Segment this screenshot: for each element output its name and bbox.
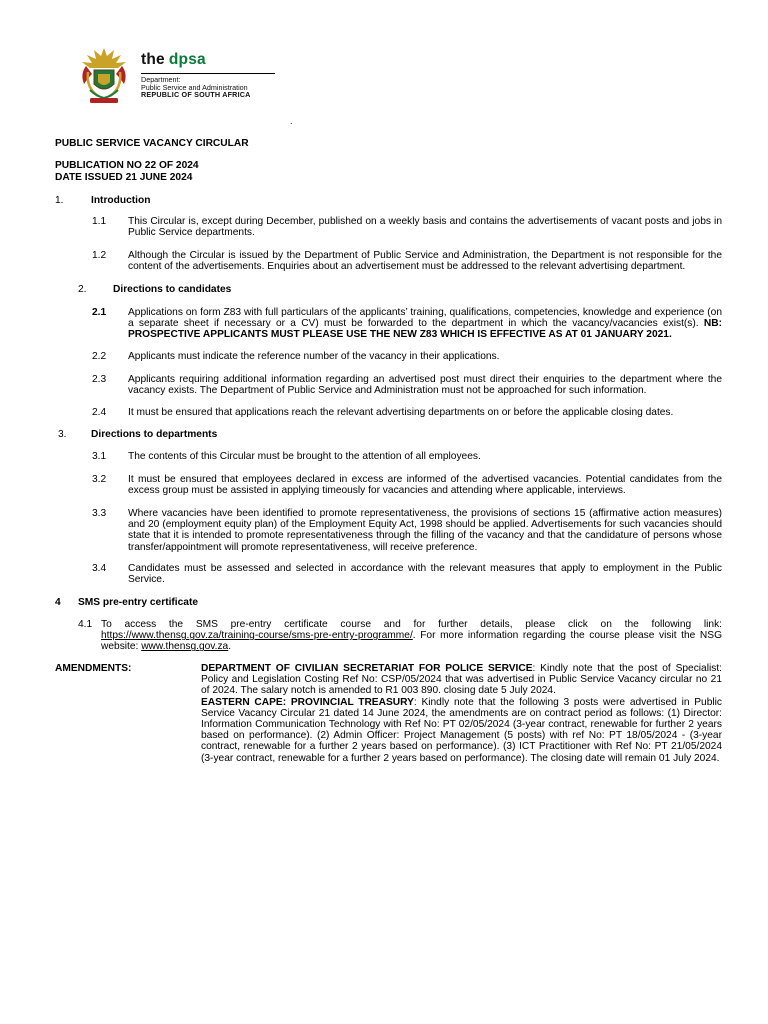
section-2-title: Directions to candidates [113, 284, 232, 295]
item-3-1-number: 3.1 [92, 451, 107, 462]
item-3-4-number: 3.4 [92, 563, 107, 574]
amendment-2-text: : Kindly note that the following 3 posts were advertised in Public Service Vacancy Circular 21 dated 14 June 2024, the amendments are on contract period as follows: (1) Director: Information Communication Technology with Ref No: PT 02/05/2024 (3-year contract, renewable for further 2 years based on performance). (2) Admin Officer: Project Management (5 posts) with ref No: PT 18/05/2024 - (3-year contract, renewable for a further 2 years based on performance). (3) ICT Practitioner with Ref No: PT 21/05/2024 (3-year contract, renewable for a further 2 years based on performance). The closing date will remain 01 July 2024. [201, 696, 722, 764]
publication-number: PUBLICATION NO 22 OF 2024 [55, 160, 199, 171]
amendment-paragraph-2 [201, 697, 722, 764]
section-1-number: 1. [55, 195, 64, 206]
coat-of-arms-icon [76, 44, 132, 106]
item-3-1-text: The contents of this Circular must be brought to the attention of all employees. [128, 451, 481, 462]
item-3-4-text: Candidates must be assessed and selected in accordance with the relevant measures that apply to employment in the Public Service. [128, 563, 722, 586]
brand-the: the [141, 51, 165, 68]
item-2-3-text: Applicants requiring additional information regarding an advertised post must direct their enquiries to the department where the vacancy exists. The Department of Public Service and Administration must not be approached for such information. [128, 374, 722, 397]
item-4-1-end: . [228, 641, 232, 653]
amendments-label: AMENDMENTS: [55, 663, 132, 674]
section-2-number: 2. [78, 284, 87, 295]
section-3-title: Directions to departments [91, 429, 218, 440]
amendment-2-department: EASTERN CAPE: PROVINCIAL TREASURY [201, 696, 414, 708]
amendment-1-text: : Kindly note that the post of Specialist: Policy and Legislation Costing Ref No: CSP/05/2024 that was advertised in Public Service Vacancy circular no 21 of 2024. The salary notch is amended to R1 003 890. closing date 5 July 2024. [201, 663, 722, 697]
circular-title: PUBLIC SERVICE VACANCY CIRCULAR [55, 138, 249, 149]
item-2-1-text [128, 307, 722, 341]
amendment-paragraph-1 [201, 663, 722, 697]
item-1-2-text: Although the Circular is issued by the Department of Public Service and Administration, the Department is not responsible for the content of the advertisements. Enquiries about an advertisement must be addressed to the relevant advertising department. [128, 250, 722, 273]
section-4-title: SMS pre-entry certificate [78, 597, 199, 608]
item-2-2-text: Applicants must indicate the reference number of the vacancy in their applications. [128, 351, 500, 362]
amendments-body [201, 663, 722, 764]
item-2-2-number: 2.2 [92, 351, 107, 362]
dept-line-3: REPUBLIC OF SOUTH AFRICA [141, 90, 251, 100]
item-1-1-number: 1.1 [92, 216, 107, 227]
item-2-1-number: 2.1 [92, 307, 107, 318]
header-dot: . [290, 116, 293, 126]
item-3-3-text: Where vacancies have been identified to promote representativeness, the provisions of sections 15 (affirmative action measures) and 20 (employment equity plan) of the Employment Equity Act, 1998 should be applied. Advertisements for such vacancies should state that it is intended to promote representativeness through the filling of the vacancy and that the candidature of persons whose transfer/appointment will promote representativeness, will receive preference. [128, 508, 722, 553]
item-2-4-number: 2.4 [92, 407, 107, 418]
section-3-number: 3. [58, 429, 67, 440]
item-2-4-text: It must be ensured that applications reach the relevant advertising departments on or before the applicable closing dates. [128, 407, 674, 418]
item-1-2-number: 1.2 [92, 250, 107, 261]
brand-dpsa: dpsa [168, 51, 206, 68]
item-4-1-middle: . For more information regarding the course please visit the NSG website: [101, 630, 722, 653]
section-1-title: Introduction [91, 195, 151, 206]
section-4-number: 4 [55, 597, 61, 608]
brand-underline [141, 73, 275, 74]
item-1-1-text: This Circular is, except during December, published on a weekly basis and contains the advertisements of vacant posts and jobs in Public Service departments. [128, 216, 722, 239]
amendment-1-department: DEPARTMENT OF CIVILIAN SECRETARIAT FOR POLICE SERVICE [201, 663, 533, 674]
item-3-2-text: It must be ensured that employees declared in excess are informed of the advertised vacancies. Potential candidates from the excess group must be assisted in applying timeously for vacancies and attending where applicable, interviews. [128, 474, 722, 497]
item-3-3-number: 3.3 [92, 508, 107, 519]
brand-logotype [141, 51, 206, 68]
date-issued: DATE ISSUED 21 JUNE 2024 [55, 172, 193, 183]
item-4-1-text [101, 619, 722, 653]
item-4-1-intro: To access the SMS pre-entry certificate course and for further details, please click on the following link: [101, 619, 722, 630]
sms-programme-link[interactable]: https://www.thensg.gov.za/training-course/sms-pre-entry-programme/ [101, 630, 413, 642]
department-name [141, 76, 251, 99]
item-2-3-number: 2.3 [92, 374, 107, 385]
item-2-1-notice: NB: PROSPECTIVE APPLICANTS MUST PLEASE USE THE NEW Z83 WHICH IS EFFECTIVE AS AT 01 JANUARY 2021. [128, 318, 722, 341]
dept-line-2: Public Service and Administration [141, 82, 248, 92]
item-4-1-number: 4.1 [78, 619, 93, 630]
item-3-2-number: 3.2 [92, 474, 107, 485]
dept-line-1: Department: [141, 75, 181, 84]
nsg-website-link[interactable]: www.thensg.gov.za [141, 641, 229, 653]
item-2-1-body: Applications on form Z83 with full particulars of the applicants’ training, qualifications, competencies, knowledge and experience (on a separate sheet if necessary or a CV) must be forwarded to the department in which the vacancy/vacancies exist(s). [128, 307, 722, 330]
